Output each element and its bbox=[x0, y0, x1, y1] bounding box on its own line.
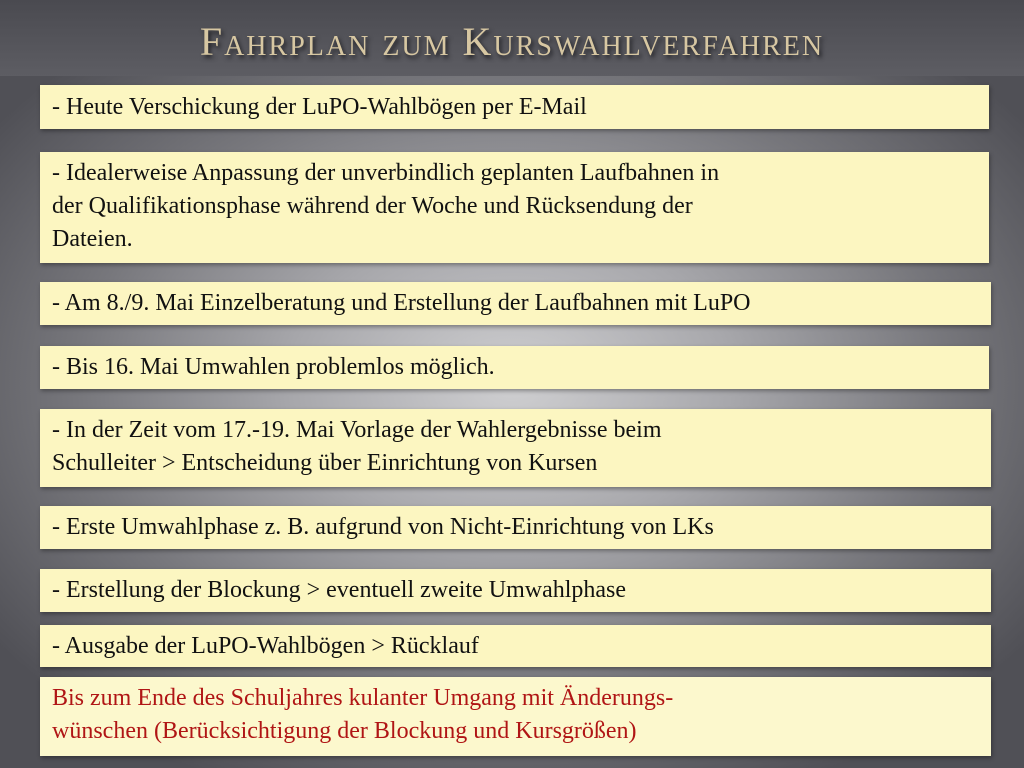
step-adjust-careers bbox=[40, 152, 989, 263]
step-results-presentation bbox=[40, 409, 991, 487]
step-text: - Ausgabe der LuPO-Wahlbögen > Rücklauf bbox=[52, 632, 479, 659]
step-text: - Erstellung der Blockung > eventuell zweite Umwahlphase bbox=[52, 577, 627, 603]
step-form-return bbox=[40, 625, 991, 667]
step-text: - Heute Verschickung der LuPO-Wahlbögen per E-Mail bbox=[52, 93, 587, 120]
note-changes bbox=[40, 677, 991, 756]
step-text: - Am 8./9. Mai Einzelberatung und Erstellung der Laufbahnen mit LuPO bbox=[52, 290, 751, 316]
step-text: - Erste Umwahlphase z. B. aufgrund von Nicht-Einrichtung von LKs bbox=[52, 514, 714, 540]
step-rechoosing-possible bbox=[40, 346, 989, 389]
step-blocking bbox=[40, 569, 991, 612]
slide-title: Fahrplan zum Kurswahlverfahren bbox=[199, 19, 825, 64]
step-text: - Bis 16. Mai Umwahlen problemlos möglich. bbox=[52, 354, 495, 380]
step-text: - In der Zeit vom 17.-19. Mai Vorlage der Wahlergebnisse beim Schulleiter > Entscheidung über Einrichtung von Kursen bbox=[52, 417, 662, 476]
step-text: - Idealerweise Anpassung der unverbindlich geplanten Laufbahnen in der Qualifikationsphase während der Woche und Rücksendung der Dateien. bbox=[52, 160, 720, 252]
note-text: Bis zum Ende des Schuljahres kulanter Umgang mit Änderungs- wünschen (Berücksichtigung der Blockung und Kursgrößen) bbox=[52, 685, 674, 744]
step-individual-counseling bbox=[40, 282, 991, 325]
step-first-rechoosing-phase bbox=[40, 506, 991, 549]
step-email-dispatch bbox=[40, 85, 989, 129]
